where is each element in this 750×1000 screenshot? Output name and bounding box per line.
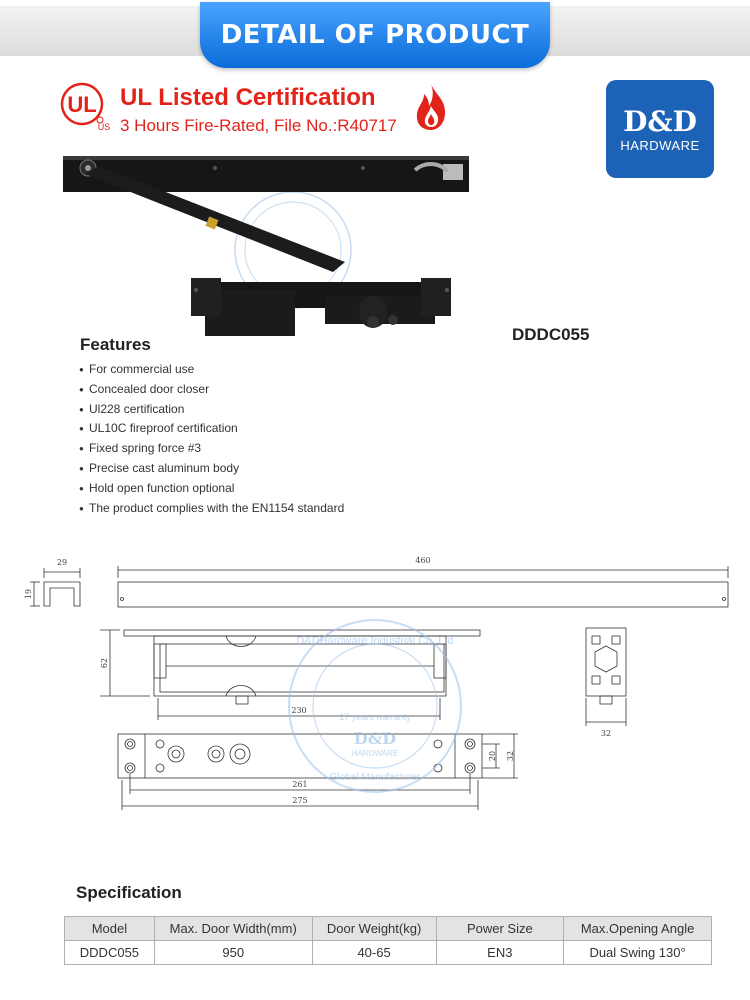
feature-item: ● The product complies with the EN1154 standard xyxy=(79,500,345,515)
dim-track-length: 460 xyxy=(415,556,431,565)
banner-title: DETAIL OF PRODUCT xyxy=(220,20,530,50)
dim-base-outer-height: 32 xyxy=(506,750,515,762)
certification-subtitle: 3 Hours Fire-Rated, File No.:R40717 xyxy=(120,116,397,135)
fire-icon xyxy=(412,82,450,132)
model-code: DDDC055 xyxy=(512,325,590,344)
feature-item: ● Concealed door closer xyxy=(79,381,210,396)
column-header: Max.Opening Angle xyxy=(564,917,712,941)
watermark xyxy=(289,620,461,792)
table-cell: Dual Swing 130° xyxy=(564,941,712,965)
product-image xyxy=(55,150,475,345)
dim-hole-spacing: 261 xyxy=(292,780,308,789)
table-cell: 40-65 xyxy=(312,941,436,965)
ul-mark: UL xyxy=(67,92,97,117)
feature-item: ● Precise cast aluminum body xyxy=(79,461,240,476)
watermark-brand-sub: HARDWARE xyxy=(351,749,399,758)
column-header: Power Size xyxy=(436,917,564,941)
specification-table xyxy=(64,916,712,965)
dim-base-length: 275 xyxy=(292,796,308,805)
dim-track-height: 19 xyxy=(24,588,33,600)
ul-logo xyxy=(55,80,115,136)
table-cell: DDDC055 xyxy=(65,941,155,965)
table-header-row xyxy=(65,917,712,941)
dim-base-inner-height: 20 xyxy=(488,750,497,762)
watermark-company: D&DHardware Industrial Co.,Ltd xyxy=(296,635,454,647)
feature-item: ● UL10C fireproof certification xyxy=(79,421,238,436)
feature-item: ● Fixed spring force #3 xyxy=(79,441,202,456)
dim-end-width: 32 xyxy=(600,729,612,738)
column-header: Model xyxy=(65,917,155,941)
brand-tagline: HARDWARE xyxy=(620,137,700,153)
features-list xyxy=(79,360,344,518)
table-cell: 950 xyxy=(154,941,312,965)
dim-body-length: 230 xyxy=(291,706,307,715)
feature-item: ● Hold open function optional xyxy=(79,480,235,495)
banner xyxy=(200,2,550,68)
features-title: Features xyxy=(80,335,151,354)
certification-title: UL Listed Certification xyxy=(120,84,376,111)
brand-name: D&D xyxy=(623,104,697,138)
brand-logo xyxy=(606,80,714,178)
technical-drawing xyxy=(0,548,750,830)
column-header: Max. Door Width(mm) xyxy=(154,917,312,941)
specification-title: Specification xyxy=(76,883,182,902)
watermark-brand: D&D xyxy=(353,729,397,748)
feature-item: ● Ul228 certification xyxy=(79,401,185,416)
watermark-warranty: 17 years warranty xyxy=(339,712,411,722)
feature-item: ● For commercial use xyxy=(79,362,195,377)
dim-track-width: 29 xyxy=(56,558,68,567)
table-cell: EN3 xyxy=(436,941,564,965)
ul-mark-suffix: US xyxy=(97,122,111,132)
column-header: Door Weight(kg) xyxy=(312,917,436,941)
table-row xyxy=(65,941,712,965)
watermark-slogan: Global Manufacturer xyxy=(329,772,421,783)
dim-body-height: 62 xyxy=(100,657,109,669)
